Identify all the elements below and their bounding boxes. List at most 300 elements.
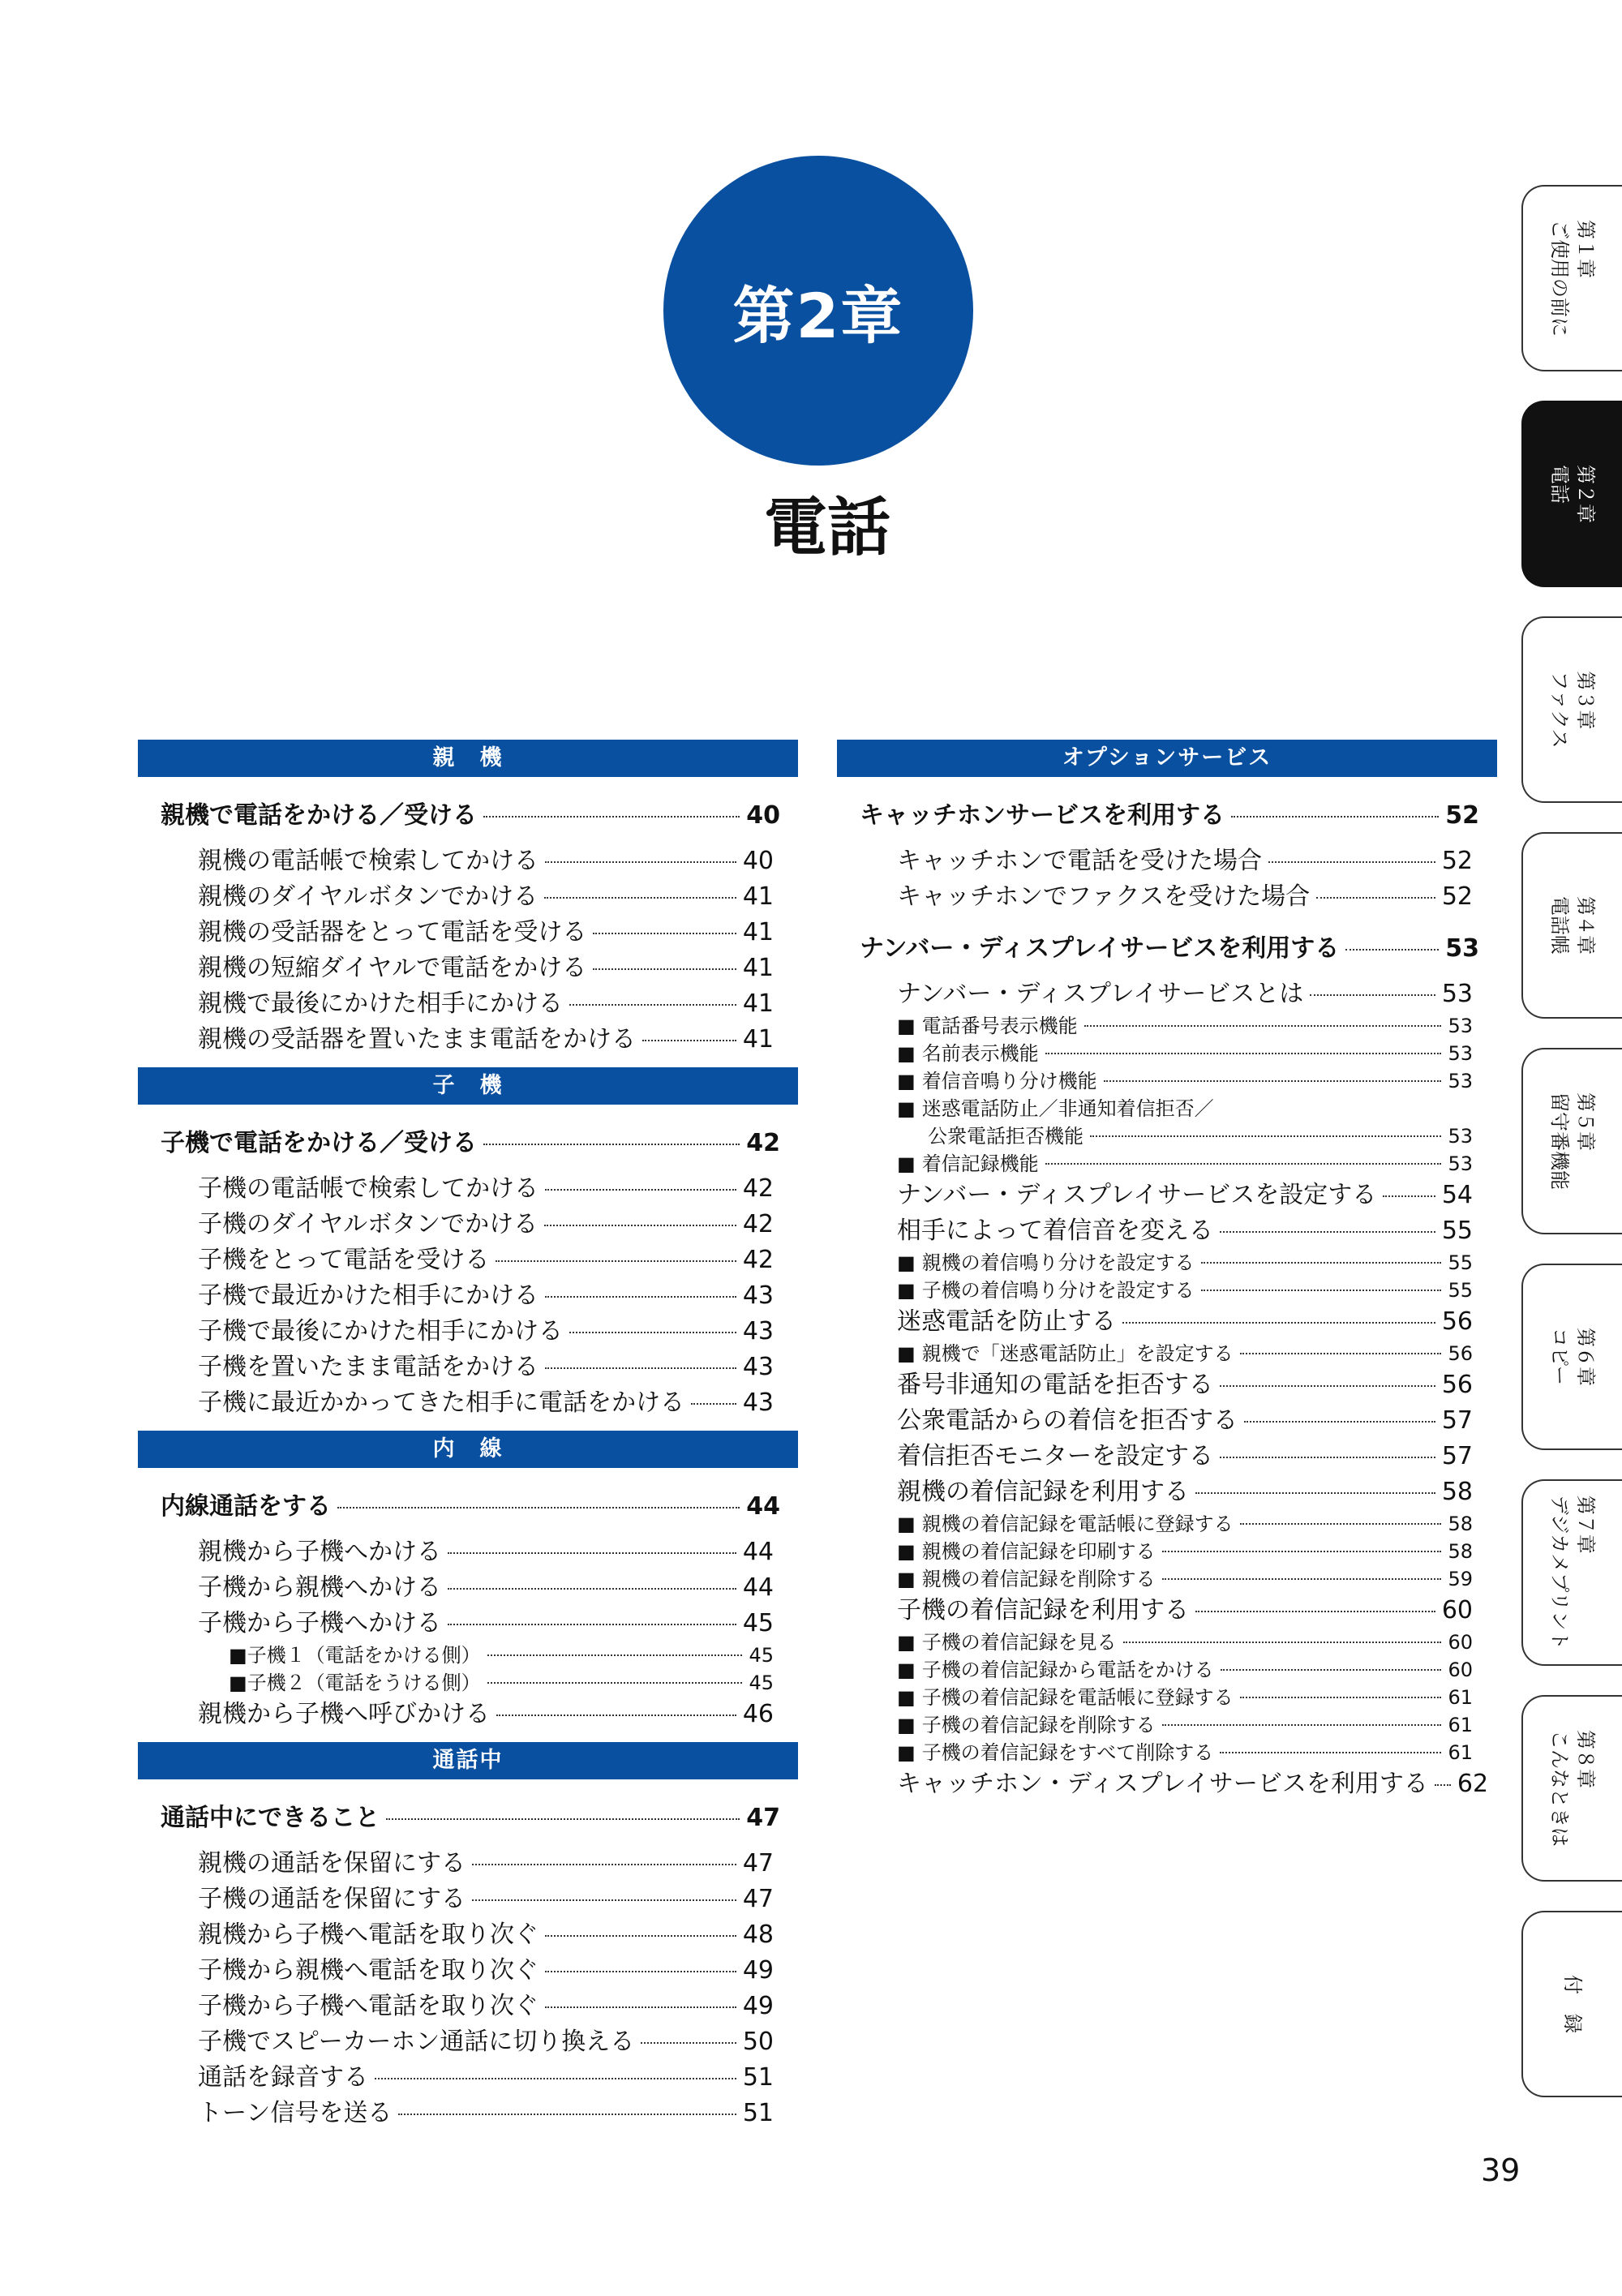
toc-leader-dots <box>337 1507 740 1508</box>
toc-page-number: 44 <box>742 1573 774 1602</box>
toc-entry[interactable] <box>138 2096 798 2131</box>
bullet-square-icon: ■ <box>229 1672 247 1694</box>
toc-entry[interactable] <box>138 915 798 951</box>
toc-entry[interactable] <box>138 986 798 1022</box>
toc-page-number: 57 <box>1441 1406 1473 1435</box>
toc-entry[interactable] <box>837 1403 1497 1439</box>
toc-entry-text: キャッチホンで電話を受けた場合 <box>897 847 1262 875</box>
toc-leader-dots <box>1084 1025 1442 1027</box>
toc-page-number: 41 <box>742 989 774 1018</box>
toc-entry-text: 子機の着信記録を電話帳に登録する <box>921 1686 1234 1709</box>
toc-leader-dots <box>1220 1752 1441 1753</box>
toc-leader-dots <box>641 2042 736 2044</box>
bullet-square-icon: ■ <box>897 1741 916 1764</box>
toc-entry[interactable] <box>837 1593 1497 1629</box>
bullet-square-icon: ■ <box>897 1631 916 1654</box>
toc-leader-dots <box>1162 1551 1442 1552</box>
toc-page-number: 40 <box>742 847 774 875</box>
toc-page-number: 58 <box>1441 1478 1473 1506</box>
toc-heading-entry[interactable] <box>138 1489 798 1525</box>
toc-entry[interactable] <box>138 1989 798 2024</box>
toc-entry[interactable] <box>837 1213 1497 1249</box>
toc-entry-text: 親機の着信記録を利用する <box>897 1478 1189 1506</box>
toc-page-number: 41 <box>742 918 774 946</box>
bullet-square-icon: ■ <box>897 1279 916 1302</box>
toc-page-number: 51 <box>742 2099 774 2127</box>
toc-entry-text: 子機から親機へ電話を取り次ぐ <box>198 1956 539 1985</box>
toc-page-number: 53 <box>1441 980 1473 1008</box>
toc-entry-text: 子機２（電話をうける側） <box>247 1672 481 1694</box>
toc-leader-dots <box>544 897 736 899</box>
chapter-tab[interactable] <box>1521 616 1622 803</box>
chapter-tab[interactable] <box>1521 1911 1622 2097</box>
chapter-tab-title: ファクス <box>1548 671 1571 749</box>
chapter-tab[interactable] <box>1521 832 1622 1019</box>
toc-page-number: 53 <box>1445 934 1479 963</box>
chapter-tab-number: 第７章 <box>1574 1495 1597 1554</box>
toc-leader-dots <box>472 1864 736 1865</box>
chapter-tab-number: 付 録 <box>1561 1975 1584 2033</box>
toc-leader-dots <box>483 816 740 818</box>
toc-entry-text: 相手によって着信音を変える <box>897 1217 1213 1245</box>
toc-leader-dots <box>1240 1353 1442 1354</box>
toc-page-number: 61 <box>1448 1714 1473 1736</box>
chapter-tab[interactable] <box>1521 1264 1622 1450</box>
chapter-tab-title: こんなときは <box>1548 1730 1571 1847</box>
toc-leader-dots <box>1201 1262 1442 1264</box>
toc-entry-text: 子機で最近かけた相手にかける <box>198 1281 539 1310</box>
toc-page-number: 58 <box>1448 1540 1473 1563</box>
toc-entry[interactable] <box>138 1278 798 1314</box>
toc-leader-dots <box>691 1403 736 1405</box>
toc-page-number: 47 <box>742 1849 774 1878</box>
toc-leader-dots <box>1045 1163 1442 1165</box>
toc-entry-text: キャッチホン・ディスプレイサービスを利用する <box>897 1770 1428 1798</box>
toc-entry-text: 子機の着信記録から電話をかける <box>921 1659 1214 1681</box>
chapter-tab-label <box>1547 671 1598 748</box>
toc-page-number: 43 <box>742 1281 774 1310</box>
toc-page-number: 40 <box>746 801 780 830</box>
toc-page-number: 44 <box>746 1492 780 1521</box>
toc-page-number: 52 <box>1445 801 1479 830</box>
toc-leader-dots <box>1122 1322 1435 1324</box>
toc-entry[interactable] <box>138 1882 798 1917</box>
toc-entry[interactable] <box>138 1846 798 1882</box>
toc-page-number: 41 <box>742 1025 774 1054</box>
toc-entry[interactable] <box>138 1242 798 1278</box>
bullet-square-icon: ■ <box>897 1686 916 1709</box>
chapter-tab[interactable] <box>1521 1695 1622 1882</box>
toc-entry[interactable] <box>138 1606 798 1642</box>
toc-entry-text: 親機から子機へ呼びかける <box>198 1700 490 1728</box>
toc-entry[interactable] <box>837 1711 1497 1739</box>
toc-leader-dots <box>398 2114 736 2115</box>
toc-entry[interactable] <box>138 1314 798 1350</box>
toc-entry-continuation[interactable] <box>837 1122 1497 1150</box>
toc-entry-text: 親機の受話器をとって電話を受ける <box>198 918 587 946</box>
chapter-title: 電話 <box>763 491 890 564</box>
toc-heading-entry[interactable] <box>138 1800 798 1836</box>
toc-entry-text: 子機から親機へかける <box>198 1573 441 1602</box>
toc-entry[interactable] <box>837 1277 1497 1304</box>
chapter-tab[interactable] <box>1521 1048 1622 1234</box>
toc-entry[interactable] <box>837 1340 1497 1367</box>
chapter-badge-label: 第2章 <box>732 279 904 352</box>
toc-leader-dots <box>487 1654 743 1656</box>
bullet-square-icon: ■ <box>897 1015 916 1037</box>
chapter-tab-number: 第３章 <box>1574 671 1597 730</box>
toc-page-number: 58 <box>1448 1513 1473 1535</box>
toc-entry-text: ナンバー・ディスプレイサービスを利用する <box>860 934 1340 963</box>
toc-page-number: 53 <box>1448 1070 1473 1092</box>
toc-page-number: 49 <box>742 1992 774 2020</box>
toc-leader-dots <box>472 1899 736 1901</box>
toc-entry-text: 公衆電話からの着信を拒否する <box>897 1406 1238 1435</box>
toc-page-number: 46 <box>742 1700 774 1728</box>
toc-entry-text: 電話番号表示機能 <box>921 1015 1078 1037</box>
chapter-tab[interactable] <box>1521 1479 1622 1666</box>
toc-entry-text: 子機の着信記録を削除する <box>921 1714 1156 1736</box>
toc-leader-dots <box>1231 816 1439 818</box>
bullet-square-icon: ■ <box>897 1152 916 1175</box>
bullet-square-icon: ■ <box>897 1659 916 1681</box>
section-header-bar: 内 線 <box>138 1431 798 1468</box>
toc-leader-dots <box>448 1552 736 1554</box>
toc-leader-dots <box>448 1588 736 1590</box>
toc-entry-text: 親機の着信記録を電話帳に登録する <box>921 1513 1234 1535</box>
toc-entry-text: 子機の着信鳴り分けを設定する <box>921 1279 1195 1302</box>
toc-leader-dots <box>448 1624 736 1625</box>
section-header-bar: 通話中 <box>138 1742 798 1779</box>
toc-entry[interactable] <box>837 1739 1497 1766</box>
chapter-tab-label <box>1547 1730 1598 1847</box>
toc-page-number: 45 <box>749 1644 774 1667</box>
bullet-square-icon: ■ <box>897 1568 916 1590</box>
toc-entry[interactable] <box>138 879 798 915</box>
chapter-tab-title: 留守番機能 <box>1548 1092 1571 1190</box>
toc-entry[interactable] <box>138 1385 798 1421</box>
toc-entry[interactable] <box>837 1684 1497 1711</box>
toc-entry-text: 子機の電話帳で検索してかける <box>198 1174 539 1203</box>
toc-page-number: 54 <box>1441 1181 1473 1209</box>
toc-leader-dots <box>569 1004 736 1006</box>
toc-leader-dots <box>545 1971 736 1972</box>
bullet-square-icon: ■ <box>897 1070 916 1092</box>
toc-entry-text: 子機の通話を保留にする <box>198 1885 466 1913</box>
toc-entry-text: 子機を置いたまま電話をかける <box>198 1353 539 1381</box>
toc-leader-dots <box>1345 949 1439 951</box>
toc-entry-text: 親機のダイヤルボタンでかける <box>198 882 539 911</box>
toc-entry-text: 子機から子機へかける <box>198 1609 441 1637</box>
toc-entry[interactable] <box>138 1207 798 1242</box>
toc-entry-text: 番号非通知の電話を拒否する <box>897 1371 1213 1399</box>
toc-leader-dots <box>569 1332 736 1333</box>
bullet-square-icon: ■ <box>897 1097 916 1120</box>
chapter-tab-label <box>1547 1328 1598 1386</box>
toc-right-column <box>837 740 1497 1802</box>
toc-entry[interactable] <box>138 1669 798 1697</box>
toc-page-number: 42 <box>742 1246 774 1274</box>
toc-entry[interactable] <box>837 1510 1497 1538</box>
toc-entry[interactable] <box>837 1439 1497 1474</box>
bullet-square-icon: ■ <box>897 1251 916 1274</box>
toc-heading-entry[interactable] <box>837 931 1497 967</box>
toc-entry[interactable] <box>138 1642 798 1669</box>
toc-entry-text: 子機１（電話をかける側） <box>247 1644 481 1667</box>
chapter-tab-label <box>1560 1975 1586 2033</box>
toc-leader-dots <box>1310 994 1435 996</box>
toc-page-number: 47 <box>746 1804 780 1832</box>
toc-entry-text: 親機から子機へ電話を取り次ぐ <box>198 1920 539 1949</box>
toc-entry-text: ナンバー・ディスプレイサービスとは <box>897 980 1304 1008</box>
toc-leader-dots <box>545 1296 736 1298</box>
toc-entry[interactable] <box>138 1022 798 1058</box>
toc-entry-text: 名前表示機能 <box>921 1042 1039 1065</box>
toc-leader-dots <box>1240 1523 1442 1525</box>
toc-entry[interactable] <box>837 1538 1497 1565</box>
toc-leader-dots <box>1162 1578 1442 1580</box>
toc-entry[interactable] <box>837 976 1497 1012</box>
toc-entry-text: 通話を録音する <box>198 2063 368 2092</box>
page-number: 39 <box>1481 2152 1521 2188</box>
toc-entry[interactable] <box>837 1067 1497 1095</box>
toc-page-number: 57 <box>1441 1442 1473 1470</box>
chapter-tab-title: ご使用の前に <box>1548 220 1571 337</box>
toc-entry[interactable] <box>837 1766 1497 1802</box>
toc-entry-text: 子機に最近かかってきた相手に電話をかける <box>198 1388 684 1417</box>
toc-leader-dots <box>487 1682 743 1684</box>
toc-leader-dots <box>545 1935 736 1937</box>
chapter-tab-label <box>1547 1496 1598 1650</box>
toc-entry-text: 子機の着信記録を見る <box>921 1631 1117 1654</box>
toc-entry[interactable] <box>138 2024 798 2060</box>
toc-entry-text: 親機から子機へかける <box>198 1538 441 1566</box>
toc-entry-text: 子機の着信記録を利用する <box>897 1596 1189 1624</box>
toc-entry-text: キャッチホンでファクスを受けた場合 <box>897 882 1311 911</box>
toc-leader-dots <box>483 1144 740 1145</box>
toc-page-number: 43 <box>742 1388 774 1417</box>
toc-entry-text: 親機で電話をかける／受ける <box>161 801 477 830</box>
toc-left-column <box>138 740 798 2131</box>
toc-entry-text: 迷惑電話防止／非通知着信拒否／ <box>921 1097 1214 1120</box>
toc-leader-dots <box>1383 1195 1435 1197</box>
toc-entry[interactable] <box>138 1953 798 1989</box>
toc-entry-text: 通話中にできること <box>161 1804 380 1832</box>
toc-entry[interactable] <box>837 1040 1497 1067</box>
toc-entry[interactable] <box>837 1249 1497 1277</box>
chapter-tab-title: コピー <box>1548 1328 1571 1386</box>
bullet-square-icon: ■ <box>897 1513 916 1535</box>
toc-page-number: 62 <box>1457 1770 1489 1798</box>
chapter-tab-number: 第５章 <box>1574 1092 1597 1151</box>
toc-page-number: 42 <box>746 1129 780 1157</box>
toc-entry-text: 子機のダイヤルボタンでかける <box>198 1210 539 1238</box>
toc-heading-entry[interactable] <box>138 1126 798 1161</box>
toc-leader-dots <box>1123 1642 1442 1643</box>
chapter-tab-number: 第１章 <box>1574 220 1597 278</box>
toc-leader-dots <box>1220 1457 1435 1458</box>
toc-entry[interactable] <box>837 1367 1497 1403</box>
toc-entry[interactable] <box>837 1095 1497 1122</box>
toc-page-number: 60 <box>1448 1659 1473 1681</box>
toc-entry[interactable] <box>138 1570 798 1606</box>
toc-entry[interactable] <box>138 951 798 986</box>
toc-entry-text: 子機で電話をかける／受ける <box>161 1129 477 1157</box>
toc-page-number: 56 <box>1448 1342 1473 1365</box>
toc-entry-text: 親機の着信鳴り分けを設定する <box>921 1251 1195 1274</box>
toc-page-number: 52 <box>1441 882 1473 911</box>
toc-heading-entry[interactable] <box>837 798 1497 834</box>
toc-leader-dots <box>1240 1697 1442 1698</box>
toc-entry-text: 親機の着信記録を印刷する <box>921 1540 1156 1563</box>
toc-leader-dots <box>1090 1135 1441 1137</box>
toc-entry-text: 着信記録機能 <box>921 1152 1039 1175</box>
toc-entry[interactable] <box>837 1565 1497 1593</box>
toc-leader-dots <box>386 1818 740 1820</box>
toc-page-number: 61 <box>1448 1686 1473 1709</box>
toc-page-number: 56 <box>1441 1307 1473 1336</box>
toc-page-number: 52 <box>1441 847 1473 875</box>
bullet-square-icon: ■ <box>897 1714 916 1736</box>
bullet-square-icon: ■ <box>897 1042 916 1065</box>
toc-page-number: 60 <box>1448 1631 1473 1654</box>
toc-entry-text: 子機でスピーカーホン通話に切り換える <box>198 2028 635 2056</box>
toc-entry[interactable] <box>837 1150 1497 1178</box>
toc-entry-text: 親機の着信記録を削除する <box>921 1568 1156 1590</box>
section-header-bar: 子 機 <box>138 1067 798 1105</box>
toc-entry-text: 子機で最後にかけた相手にかける <box>198 1317 563 1345</box>
toc-entry[interactable] <box>837 1474 1497 1510</box>
toc-page-number: 51 <box>742 2063 774 2092</box>
toc-leader-dots <box>1195 1611 1435 1612</box>
toc-page-number: 42 <box>742 1210 774 1238</box>
chapter-badge <box>663 156 973 466</box>
toc-page-number: 41 <box>742 954 774 982</box>
toc-entry[interactable] <box>138 2060 798 2096</box>
toc-entry-text: 子機をとって電話を受ける <box>198 1246 490 1274</box>
toc-leader-dots <box>545 2006 736 2008</box>
chapter-tab-label <box>1547 220 1598 337</box>
toc-entry[interactable] <box>837 1178 1497 1213</box>
toc-entry[interactable] <box>138 843 798 879</box>
chapter-tab-title: 電話帳 <box>1548 896 1571 955</box>
toc-entry-text: ナンバー・ディスプレイサービスを設定する <box>897 1181 1377 1209</box>
toc-leader-dots <box>1220 1385 1435 1387</box>
toc-entry-text: トーン信号を送る <box>198 2099 393 2127</box>
toc-leader-dots <box>1316 897 1435 899</box>
toc-entry[interactable] <box>837 1656 1497 1684</box>
toc-leader-dots <box>593 968 736 970</box>
toc-entry-text: キャッチホンサービスを利用する <box>860 801 1225 830</box>
section-header-bar: オプションサービス <box>837 740 1497 777</box>
toc-heading-entry[interactable] <box>138 798 798 834</box>
toc-leader-dots <box>496 1714 736 1716</box>
section-header-bar: 親 機 <box>138 740 798 777</box>
toc-leader-dots <box>375 2078 736 2079</box>
toc-leader-dots <box>1162 1724 1442 1726</box>
toc-leader-dots <box>1220 1231 1435 1233</box>
toc-entry-text: 迷惑電話を防止する <box>897 1307 1116 1336</box>
toc-entry[interactable] <box>138 1917 798 1953</box>
toc-page-number: 61 <box>1448 1741 1473 1764</box>
toc-page-number: 49 <box>742 1956 774 1985</box>
toc-page-number: 60 <box>1441 1596 1473 1624</box>
toc-entry[interactable] <box>837 879 1497 915</box>
toc-page-number: 43 <box>742 1317 774 1345</box>
toc-leader-dots <box>1268 861 1435 863</box>
toc-page-number: 53 <box>1448 1015 1473 1037</box>
toc-page-number: 41 <box>742 882 774 911</box>
toc-leader-dots <box>1435 1784 1451 1786</box>
chapter-tab-number: 第４章 <box>1574 896 1597 955</box>
toc-page-number: 59 <box>1448 1568 1473 1590</box>
toc-entry-text: 親機の通話を保留にする <box>198 1849 466 1878</box>
toc-page-number: 53 <box>1448 1125 1473 1148</box>
toc-page-number: 55 <box>1448 1279 1473 1302</box>
toc-entry-text: 着信音鳴り分け機能 <box>921 1070 1097 1092</box>
toc-leader-dots <box>545 861 736 863</box>
bullet-square-icon: ■ <box>897 1342 916 1365</box>
chapter-tab-label <box>1547 1092 1598 1190</box>
toc-leader-dots <box>1045 1053 1442 1054</box>
toc-leader-dots <box>593 933 736 934</box>
toc-page-number: 56 <box>1441 1371 1473 1399</box>
toc-page-number: 50 <box>742 2028 774 2056</box>
toc-entry[interactable] <box>837 1304 1497 1340</box>
toc-entry-text: 親機の電話帳で検索してかける <box>198 847 539 875</box>
toc-page-number: 45 <box>749 1672 774 1694</box>
toc-page-number: 42 <box>742 1174 774 1203</box>
toc-entry[interactable] <box>138 1534 798 1570</box>
toc-leader-dots <box>1201 1290 1442 1291</box>
chapter-tab-title: デジカメプリント <box>1548 1495 1571 1650</box>
chapter-tab[interactable] <box>1521 185 1622 371</box>
toc-entry-text: 内線通話をする <box>161 1492 331 1521</box>
chapter-tab-number: 第２章 <box>1574 465 1597 523</box>
toc-entry[interactable] <box>138 1697 798 1732</box>
toc-page-number: 53 <box>1448 1042 1473 1065</box>
toc-page-number: 45 <box>742 1609 774 1637</box>
toc-entry-text: 親機の受話器を置いたまま電話をかける <box>198 1025 636 1054</box>
toc-page-number: 55 <box>1448 1251 1473 1274</box>
toc-page-number: 47 <box>742 1885 774 1913</box>
toc-leader-dots <box>1221 1669 1442 1671</box>
chapter-tab[interactable] <box>1521 401 1622 587</box>
toc-entry[interactable] <box>138 1171 798 1207</box>
toc-entry-text: 着信拒否モニターを設定する <box>897 1442 1213 1470</box>
toc-page-number: 43 <box>742 1353 774 1381</box>
toc-page-number: 53 <box>1448 1152 1473 1175</box>
toc-leader-dots <box>545 1367 736 1369</box>
toc-page-number: 55 <box>1441 1217 1473 1245</box>
toc-entry[interactable] <box>138 1350 798 1385</box>
toc-leader-dots <box>545 1189 736 1191</box>
toc-entry[interactable] <box>837 843 1497 879</box>
chapter-tab-label <box>1547 896 1598 955</box>
chapter-tab-label <box>1547 465 1598 523</box>
toc-leader-dots <box>1104 1080 1442 1082</box>
toc-leader-dots <box>642 1040 736 1041</box>
toc-leader-dots <box>496 1260 736 1262</box>
bullet-square-icon: ■ <box>229 1644 247 1667</box>
toc-entry-text: 親機で「迷惑電話防止」を設定する <box>921 1342 1234 1365</box>
toc-entry[interactable] <box>837 1629 1497 1656</box>
toc-entry-text: 子機の着信記録をすべて削除する <box>921 1741 1214 1764</box>
chapter-tab-title: 電話 <box>1548 465 1571 504</box>
toc-entry[interactable] <box>837 1012 1497 1040</box>
toc-entry-text: 子機から子機へ電話を取り次ぐ <box>198 1992 539 2020</box>
chapter-tab-number: 第８章 <box>1574 1730 1597 1788</box>
